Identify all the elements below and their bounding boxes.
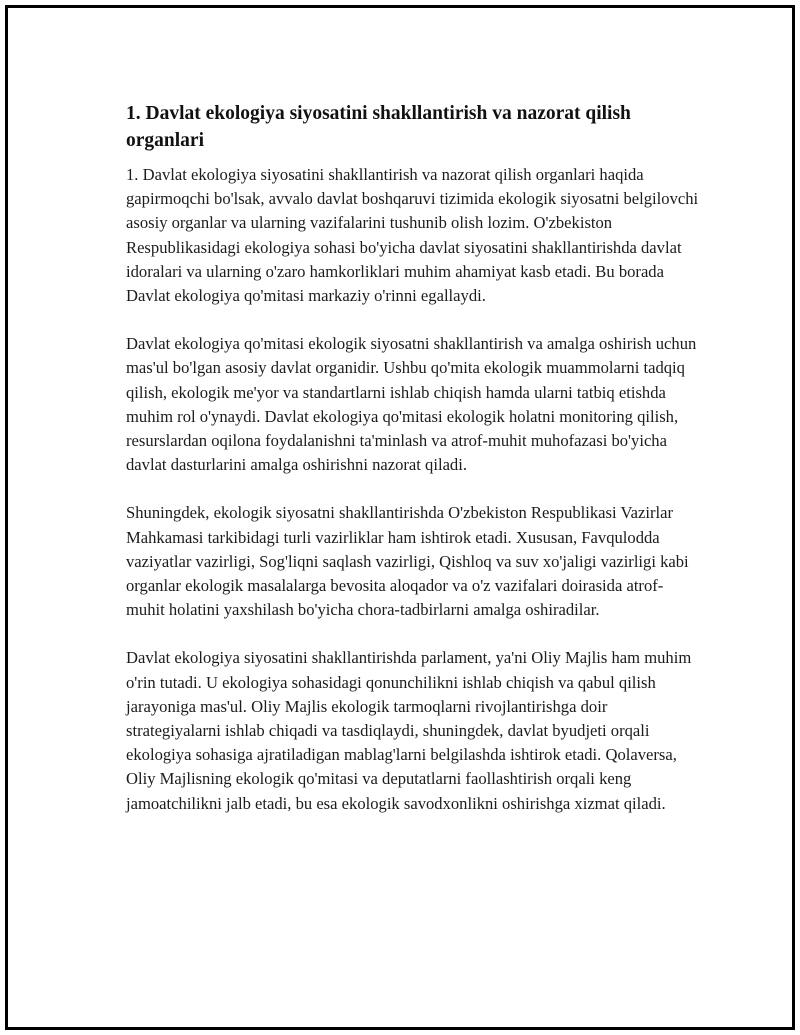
document-title: 1. Davlat ekologiya siyosatini shakllantirish va nazorat qilish organlari [126, 103, 631, 151]
paragraph-3: Shuningdek, ekologik siyosatni shakllantirishda O'zbekiston Respublikasi Vazirlar Mahkamasi tarkibidagi turli vazirliklar ham ishtirok etadi. Xususan, Favqulodda vaziyatlar vazirligi, Sog'liqni saqlash vazirligi, Qishloq va suv xo'jaligi vazirligi kabi organlar ekologik masalalarga bevosita aloqador va o'z vazifalari doirasida atrof-muhit holatini yaxshilash bo'yicha chora-tadbirlarni amalga oshiradilar. [126, 503, 689, 620]
paragraph-1: 1. Davlat ekologiya siyosatini shakllantirish va nazorat qilish organlari haqida gapirmoqchi bo'lsak, avvalo davlat boshqaruvi tizimida ekologik siyosatni belgilovchi asosiy organlar va ularning vazifalarini tushunib olish lozim. O'zbekiston Respublikasidagi ekologiya sohasi bo'yicha davlat siyosatini shakllantirishda davlat idoralari va ularning o'zaro hamkorliklari muhim ahamiyat kasb etadi. Bu borada Davlat ekologiya qo'mitasi markaziy o'rinni egallaydi. [126, 165, 699, 306]
paragraph-4: Davlat ekologiya siyosatini shakllantirishda parlament, ya'ni Oliy Majlis ham muhim o'rin tutadi. U ekologiya sohasidagi qonunchilikni ishlab chiqish va qabul qilish jarayoniga mas'ul. Oliy Majlis ekologik tarmoqlarni rivojlantirishga doir strategiyalarni ishlab chiqadi va tasdiqlaydi, shuningdek, davlat byudjeti orqali ekologiya sohasiga ajratiladigan mablag'larni belgilashda ishtirok etadi. Qolaversa, Oliy Majlisning ekologik qo'mitasi va deputatlarni faollashtirish orqali keng jamoatchilikni jalb etadi, bu esa ekologik savodxonlikni oshirishga xizmat qiladi. [126, 648, 692, 813]
document-body [126, 100, 700, 840]
paragraph-2: Davlat ekologiya qo'mitasi ekologik siyosatni shakllantirish va amalga oshirish uchun mas'ul bo'lgan asosiy davlat organidir. Ushbu qo'mita ekologik muammolarni tadqiq qilish, ekologik me'yor va standartlarni ishlab chiqish hamda ularni tatbiq etishda muhim rol o'ynaydi. Davlat ekologiya qo'mitasi ekologik holatni monitoring qilish, resurslardan oqilona foydalanishni ta'minlash va atrof-muhit muhofazasi bo'yicha davlat dasturlarini amalga oshirishni nazorat qiladi. [126, 334, 697, 475]
page-frame [5, 5, 795, 1030]
